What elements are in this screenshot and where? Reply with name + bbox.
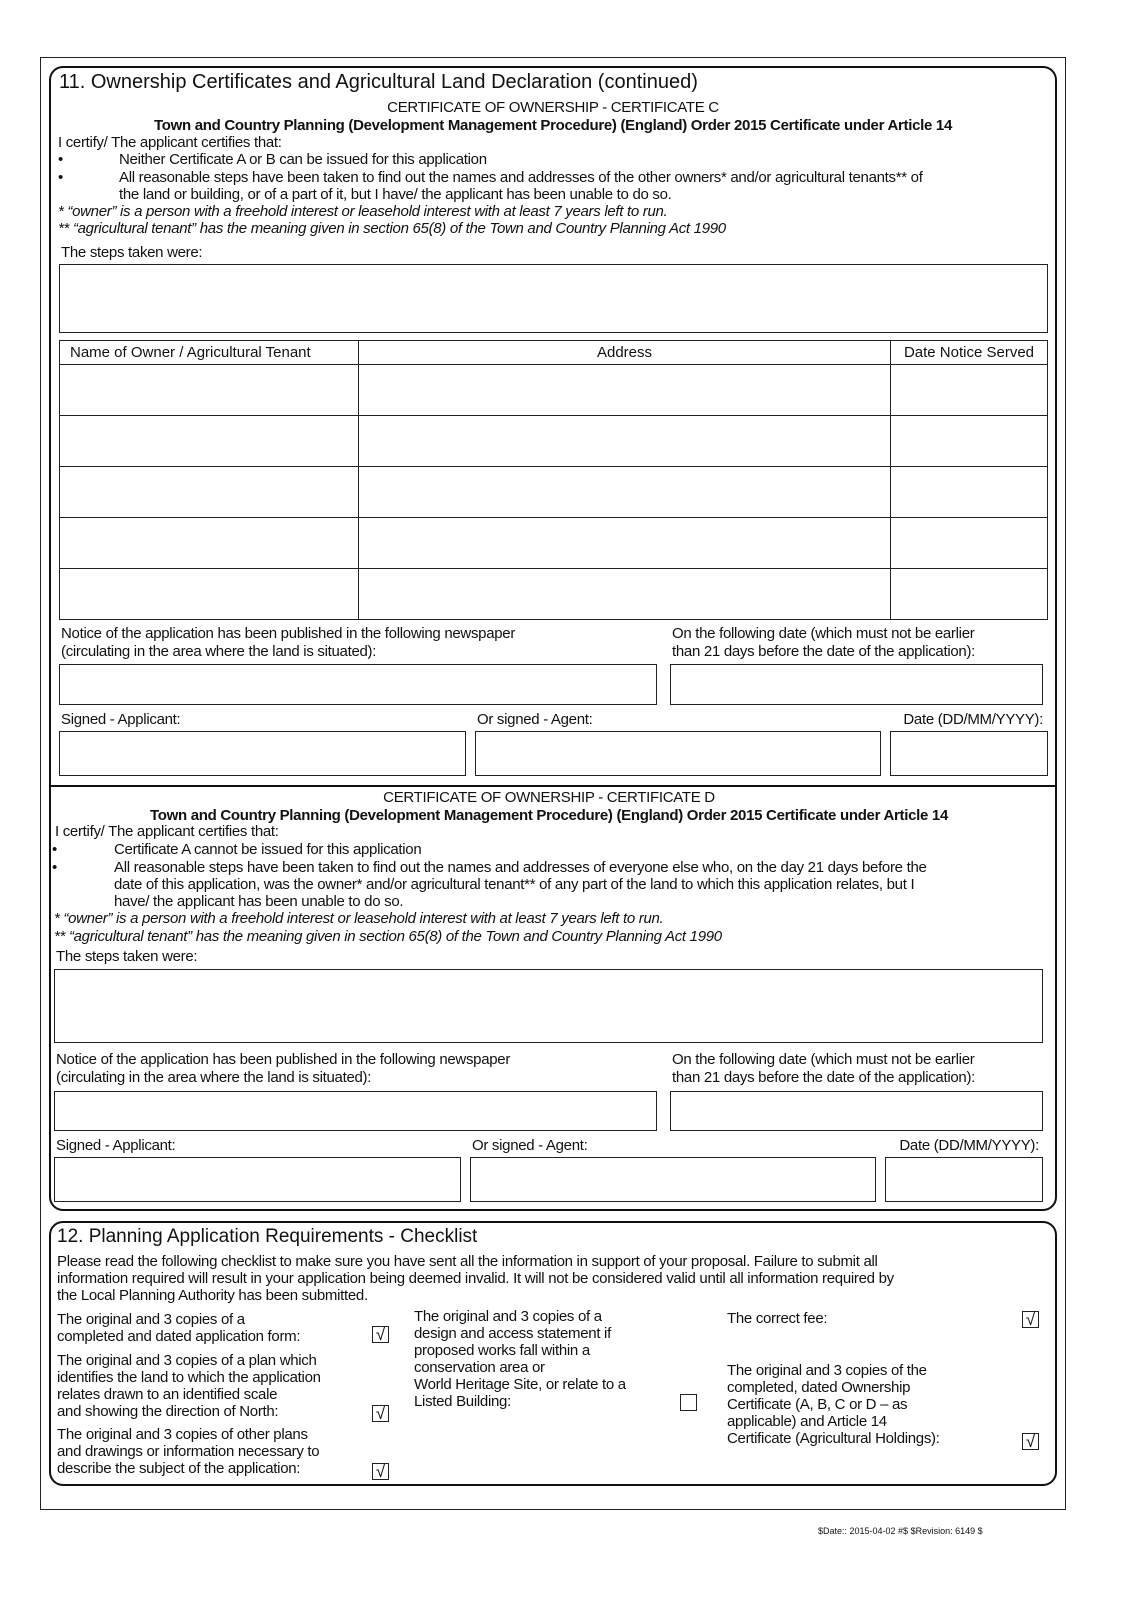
cert-d-date-input[interactable] [885, 1157, 1043, 1202]
address-cell[interactable] [359, 518, 891, 569]
checklist-item-line: The original and 3 copies of other plans [57, 1426, 308, 1443]
checklist-item-line: completed, dated Ownership [727, 1379, 911, 1396]
cert-d-bullet-2-cont-2: have/ the applicant has been unable to do so. [114, 893, 404, 910]
checklist-item-line: and showing the direction of North: [57, 1403, 279, 1420]
cert-c-steps-input[interactable] [59, 264, 1048, 333]
column-header-date: Date Notice Served [891, 341, 1048, 365]
cert-d-date-label: Date (DD/MM/YYYY): [899, 1137, 1039, 1154]
column-header-address: Address [359, 341, 891, 365]
cert-d-note-tenant: ** “agricultural tenant” has the meaning given in section 65(8) of the Town and Country Planning Act 1990 [54, 928, 722, 945]
address-cell[interactable] [359, 416, 891, 467]
checklist-item-line: The correct fee: [727, 1310, 828, 1327]
cert-c-certify: I certify/ The applicant certifies that: [58, 134, 282, 151]
table-row [60, 467, 1048, 518]
cert-c-newspaper-input[interactable] [59, 664, 657, 705]
cert-d-steps-label: The steps taken were: [56, 948, 198, 965]
table-row [60, 569, 1048, 620]
checklist-item-line: proposed works fall within a [414, 1342, 590, 1359]
checklist-item-line: The original and 3 copies of a plan which [57, 1352, 317, 1369]
bullet: • [52, 841, 57, 858]
section-divider [50, 785, 1056, 787]
bullet: • [58, 151, 63, 168]
owner-name-cell[interactable] [60, 365, 359, 416]
checklist-item-line: design and access statement if [414, 1325, 611, 1342]
footer-revision: $Date:: 2015-04-02 #$ $Revision: 6149 $ [818, 1526, 983, 1536]
checklist-item-label [57, 1426, 319, 1477]
cert-d-heading: CERTIFICATE OF OWNERSHIP - CERTIFICATE D [383, 789, 715, 806]
cert-c-newspaper-label: Notice of the application has been published in the following newspaper [61, 625, 516, 642]
checklist-item-line: completed and dated application form: [57, 1328, 301, 1345]
bullet: • [52, 859, 57, 876]
cert-c-agent-signature[interactable] [475, 731, 881, 776]
section-11-title: 11. Ownership Certificates and Agricultural Land Declaration (continued) [59, 71, 698, 93]
owner-name-cell[interactable] [60, 416, 359, 467]
address-cell[interactable] [359, 569, 891, 620]
checklist-item-label [727, 1310, 827, 1327]
table-row [60, 518, 1048, 569]
cert-c-heading: CERTIFICATE OF OWNERSHIP - CERTIFICATE C [387, 99, 719, 116]
checklist-checkbox[interactable] [1022, 1311, 1039, 1328]
check-icon: √ [1025, 1310, 1036, 1329]
cert-d-agent-signature[interactable] [470, 1157, 876, 1202]
checklist-item-line: Listed Building: [414, 1393, 511, 1410]
cert-c-bullet-1: Neither Certificate A or B can be issued for this application [119, 151, 487, 168]
cert-d-applicant-signature[interactable] [54, 1157, 461, 1202]
cert-d-order: Town and Country Planning (Development Management Procedure) (England) Order 2015 Certificate under Article 14 [150, 807, 948, 824]
check-icon: √ [375, 1325, 386, 1344]
cert-d-note-owner: * “owner” is a person with a freehold interest or leasehold interest with at least 7 years left to run. [54, 910, 664, 927]
cert-c-newspaper-label-2: (circulating in the area where the land is situated): [61, 643, 377, 660]
cert-c-publish-date-label-2: than 21 days before the date of the application): [672, 643, 976, 660]
checklist-item-line: and drawings or information necessary to [57, 1443, 320, 1460]
checklist-checkbox[interactable] [372, 1405, 389, 1422]
date-cell[interactable] [891, 365, 1048, 416]
cert-c-applicant-signature[interactable] [59, 731, 466, 776]
check-icon: √ [375, 1404, 386, 1423]
checklist-item-line: The original and 3 copies of a [57, 1311, 245, 1328]
checklist-item-line: World Heritage Site, or relate to a [414, 1376, 626, 1393]
checklist-item-label [57, 1352, 321, 1420]
checklist-intro-1: Please read the following checklist to make sure you have sent all the information in support of your proposal. Failure to submit all [57, 1253, 878, 1270]
date-cell[interactable] [891, 467, 1048, 518]
checklist-item-line: The original and 3 copies of the [727, 1362, 927, 1379]
date-cell[interactable] [891, 569, 1048, 620]
cert-c-applicant-label: Signed - Applicant: [61, 711, 181, 728]
cert-c-date-label: Date (DD/MM/YYYY): [903, 711, 1043, 728]
bullet: • [58, 169, 63, 186]
checklist-item-label [727, 1362, 940, 1447]
address-cell[interactable] [359, 365, 891, 416]
checklist-item-line: Certificate (Agricultural Holdings): [727, 1430, 940, 1447]
checklist-checkbox[interactable] [1022, 1433, 1039, 1450]
checklist-item-line: Certificate (A, B, C or D – as [727, 1396, 908, 1413]
owner-name-cell[interactable] [60, 518, 359, 569]
cert-d-bullet-2: All reasonable steps have been taken to find out the names and addresses of everyone else who, on the day 21 days before the [114, 859, 927, 876]
cert-c-note-tenant: ** “agricultural tenant” has the meaning given in section 65(8) of the Town and Country Planning Act 1990 [58, 220, 726, 237]
checklist-intro-2: information required will result in your application being deemed invalid. It will not be considered valid until all information required by [57, 1270, 894, 1287]
checklist-item-label [57, 1311, 300, 1345]
cert-d-steps-input[interactable] [54, 969, 1043, 1043]
address-cell[interactable] [359, 467, 891, 518]
check-icon: √ [1025, 1432, 1036, 1451]
cert-c-bullet-2-cont: the land or building, or of a part of it, but I have/ the applicant has been unable to do so. [119, 186, 672, 203]
checklist-intro-3: the Local Planning Authority has been submitted. [57, 1287, 368, 1304]
date-cell[interactable] [891, 416, 1048, 467]
cert-c-owners-table [59, 340, 1048, 620]
checklist-item-line: identifies the land to which the application [57, 1369, 321, 1386]
checklist-item-line: conservation area or [414, 1359, 545, 1376]
table-row [60, 365, 1048, 416]
cert-c-publish-date-label: On the following date (which must not be earlier [672, 625, 975, 642]
table-row [60, 416, 1048, 467]
cert-c-date-input[interactable] [890, 731, 1048, 776]
cert-d-applicant-label: Signed - Applicant: [56, 1137, 176, 1154]
cert-d-newspaper-input[interactable] [54, 1091, 657, 1131]
owner-name-cell[interactable] [60, 569, 359, 620]
cert-d-publish-date-input[interactable] [670, 1091, 1043, 1131]
cert-c-agent-label: Or signed - Agent: [477, 711, 593, 728]
checklist-checkbox[interactable] [372, 1326, 389, 1343]
cert-d-newspaper-label: Notice of the application has been published in the following newspaper [56, 1051, 511, 1068]
cert-c-order: Town and Country Planning (Development Management Procedure) (England) Order 2015 Certificate under Article 14 [154, 117, 952, 134]
cert-d-publish-date-label-2: than 21 days before the date of the application): [672, 1069, 976, 1086]
checklist-item-line: The original and 3 copies of a [414, 1308, 602, 1325]
date-cell[interactable] [891, 518, 1048, 569]
cert-d-bullet-1: Certificate A cannot be issued for this application [114, 841, 422, 858]
checklist-item-label [414, 1308, 626, 1410]
section-12-title: 12. Planning Application Requirements - Checklist [57, 1226, 478, 1247]
cert-d-certify: I certify/ The applicant certifies that: [55, 823, 279, 840]
cert-d-agent-label: Or signed - Agent: [472, 1137, 588, 1154]
cert-d-publish-date-label: On the following date (which must not be earlier [672, 1051, 975, 1068]
cert-c-note-owner: * “owner” is a person with a freehold interest or leasehold interest with at least 7 years left to run. [58, 203, 668, 220]
column-header-name: Name of Owner / Agricultural Tenant [60, 341, 359, 365]
cert-d-bullet-2-cont: date of this application, was the owner* and/or agricultural tenant** of any part of the land to which this application relates, but I [114, 876, 915, 893]
owner-name-cell[interactable] [60, 467, 359, 518]
checklist-item-line: describe the subject of the application: [57, 1460, 301, 1477]
checklist-checkbox[interactable] [372, 1463, 389, 1480]
checklist-item-line: applicable) and Article 14 [727, 1413, 887, 1430]
cert-c-bullet-2: All reasonable steps have been taken to find out the names and addresses of the other owners* and/or agricultural tenants** of [119, 169, 923, 186]
cert-c-steps-label: The steps taken were: [61, 244, 203, 261]
checklist-item-line: relates drawn to an identified scale [57, 1386, 278, 1403]
cert-c-publish-date-input[interactable] [670, 664, 1043, 705]
checklist-checkbox[interactable] [680, 1394, 697, 1411]
check-icon: √ [375, 1462, 386, 1481]
cert-d-newspaper-label-2: (circulating in the area where the land is situated): [56, 1069, 372, 1086]
